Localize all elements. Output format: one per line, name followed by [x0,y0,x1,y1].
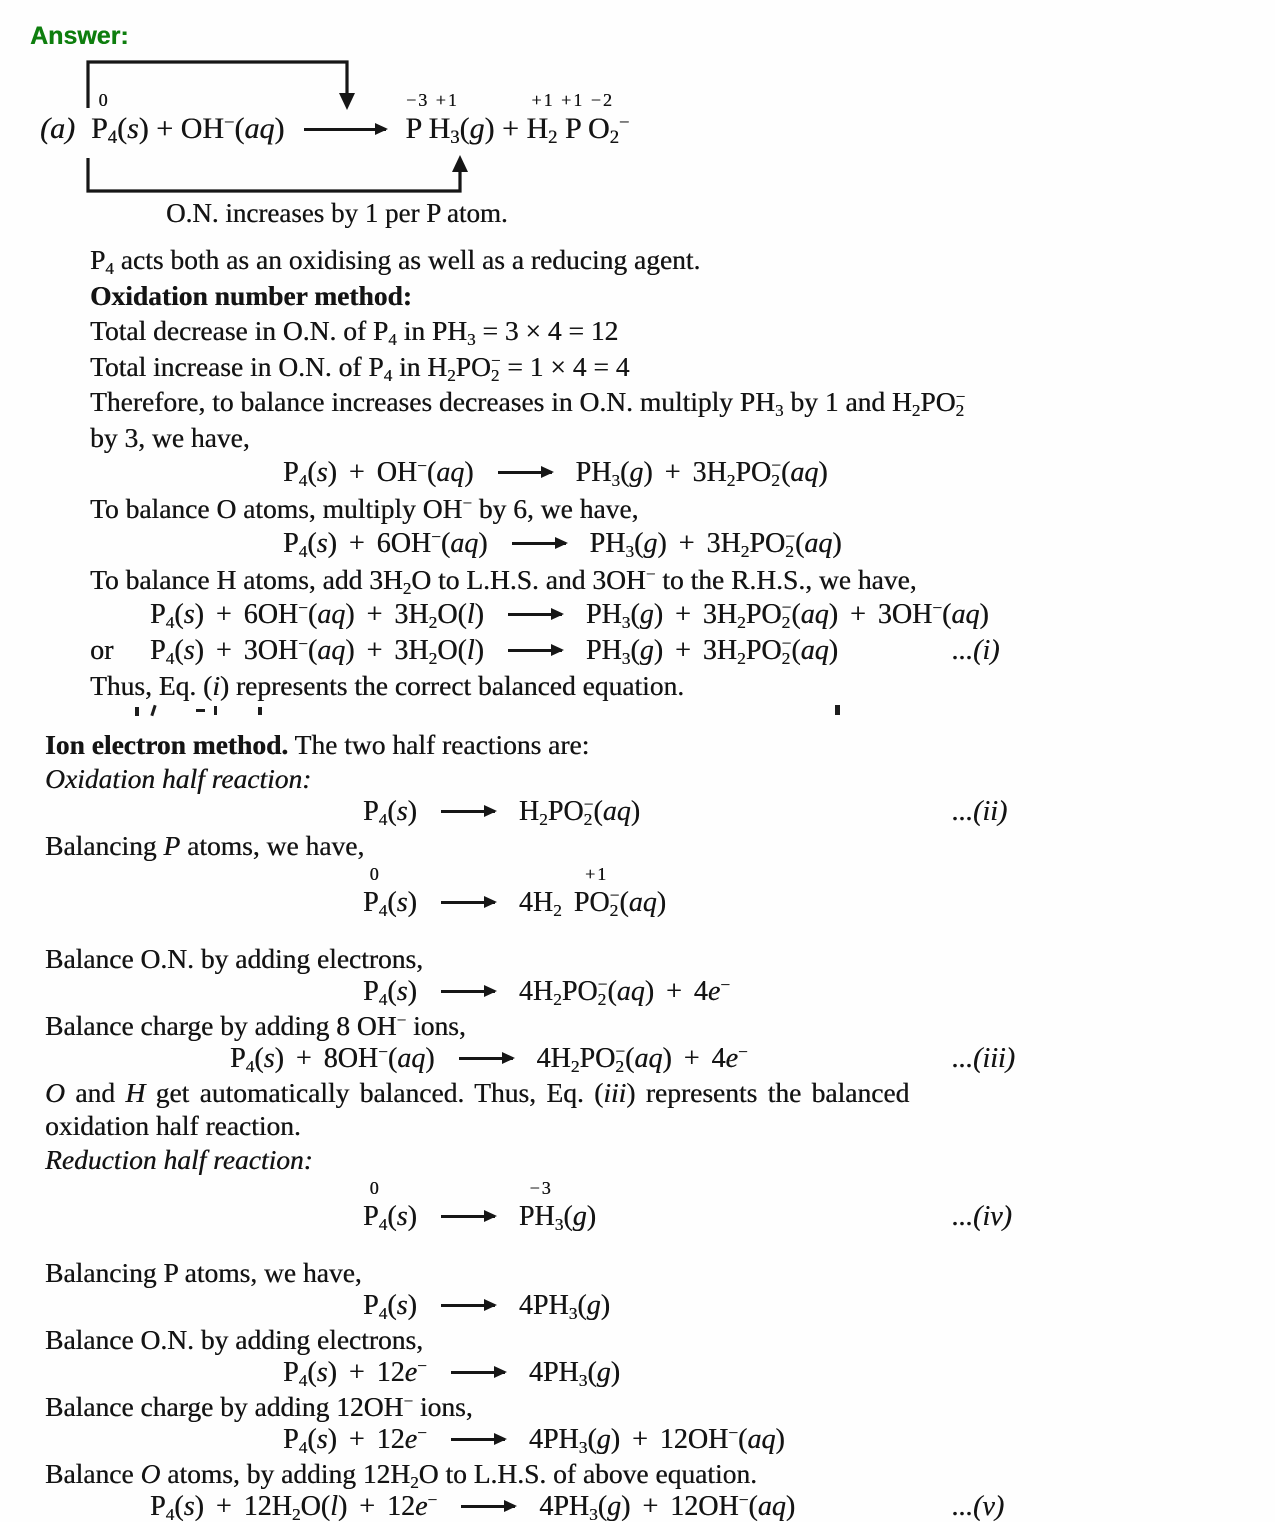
equation-number: ...(ii) [952,796,1008,827]
text-line [0,242,1275,278]
text-line [0,762,1275,796]
line-content: $P_4(s) + 12e^-$ $4PH_3(g)$ [283,1356,620,1390]
equation-line [0,633,1275,669]
text-line [0,728,1275,762]
reaction-arrow-icon [451,1371,505,1374]
text-line [0,829,1275,863]
oxidation-number-label: +1 +1 −2 [531,90,614,110]
document-body [0,242,1275,1522]
reaction-equation: 0 $P_4(s) + OH^-(aq)$ −3 +1 P $H_3(g)$ + +1 +1 −2 $H_2$ P $O_2^-$ [90,90,630,149]
text-line [0,491,1275,527]
line-content: O and H get automatically balanced. Thus, Eq. (iii) represents the balanced [45,1076,910,1108]
line-content: Ion electron method. The two half reactions are: [45,729,590,760]
text-line [0,1457,1275,1491]
text-line [0,1390,1275,1424]
text-line [0,1009,1275,1043]
reaction-arrow-icon [441,810,495,813]
line-content: Balance charge by adding 8 OH− ions, [45,1009,466,1041]
line-content: $P_4(s) + 12H_2O(l) + 12e^-$ $4PH_3(g) + 12OH^-(aq)$ [150,1490,796,1522]
line-content: Balance charge by adding 12OH− ions, [45,1390,473,1422]
oxidation-state-stack: 0 $P_4$ [90,90,117,149]
equation-line [0,1356,1275,1390]
oxidation-number-label: −3 +1 [406,90,459,110]
equation-line [0,455,1275,491]
reaction-arrow-icon [441,1304,495,1307]
reaction-arrow-icon [441,990,495,993]
answer-label: Answer: [30,22,129,50]
equation-line [0,795,1275,829]
equation-line [0,1042,1275,1076]
equation-line [0,1423,1275,1457]
line-content: Total increase in O.N. of $P_4$ in $H_2PO_2^- = 1 \times 4 = 4$ [90,350,630,385]
scan-artifact-mark [135,707,139,716]
equation-line [0,1490,1275,1522]
text-line [0,349,1275,385]
line-content: $P_4(s) + 6OH^-(aq) PH_3(g) + 3H_2PO_2^-(aq)$ [283,527,842,561]
line-content: Oxidation half reaction: [45,762,312,794]
line-content: $P_4(s) 4H_2PO_2^-(aq) + 4e^-$ [363,975,731,1009]
text-line [0,1109,1275,1143]
line-content: 0 $P_4(s)$ −3 $PH_3(g)$ [363,1178,596,1234]
oxidation-state-stack: −3 +1 P $H_3$ [405,90,460,149]
line-content: $P_4(s) + 6OH^-(aq) + 3H_2O(l) PH_3(g) + 3H_2PO_2^-(aq) + 3OH^-(aq)$ [150,598,989,632]
scan-artifact-mark [835,705,840,715]
equation-line [0,975,1275,1009]
line-content: $P_4(s) + 3OH^-(aq) + 3H_2O(l) PH_3(g) + 3H_2PO_2^-(aq)$ [150,633,838,668]
oxidation-state-stack: +1 +1 −2 $H_2$ P $O_2$ [526,90,619,149]
equation-line [0,862,1275,920]
text-line [0,1323,1275,1357]
line-content: $P_4(s) + OH^-(aq) PH_3(g) + 3H_2PO_2^-(aq)$ [283,456,828,490]
line-content: Reduction half reaction: [45,1143,313,1175]
item-label: (a) [40,112,75,145]
text-line [0,1143,1275,1177]
line-content: Oxidation number method: [90,279,412,311]
reaction-scheme-figure [0,50,780,242]
scan-artifact-mark [214,706,217,715]
line-content: Balancing P atoms, we have, [45,1256,362,1288]
oxidation-state-stack: 0 $P_4$ [363,1178,388,1234]
figure-caption: O.N. increases by 1 per P atom. [166,198,508,228]
reaction-arrow-icon [441,1215,495,1218]
equation-number: ...(iii) [952,1043,1015,1074]
line-content: Balance O.N. by adding electrons, [45,1323,424,1355]
reaction-arrow-icon [304,128,386,131]
scan-seam-artifact [0,704,1275,729]
oxidation-number-label: +1 [584,864,609,884]
line-content: $P_4(s) + 12e^-$ $4PH_3(g) + 12OH^-(aq)$ [283,1423,785,1457]
scan-artifact-mark [196,709,205,712]
reaction-arrow-icon [441,901,495,904]
line-content: Therefore, to balance increases decreases in O.N. multiply $PH_3$ by 1 and $H_2PO_2^-$ [90,386,966,420]
text-line [0,384,1275,420]
labeled-reaction-equation [40,90,630,149]
reaction-arrow-icon [461,1505,515,1508]
line-content: by 3, we have, [90,421,250,453]
text-line [0,1256,1275,1290]
equation-line [0,597,1275,633]
line-content: $P_4(s)$ $4PH_3(g)$ [363,1290,610,1323]
equation-number: ...(v) [952,1491,1005,1522]
text-line [0,1076,1275,1110]
section-ion-electron-method [0,728,1275,1522]
oxidation-state-stack: +1 $PO_2^-$ [573,864,620,920]
line-content: Balance O.N. by adding electrons, [45,942,424,974]
oxidation-state-stack: 0 $P_4$ [363,864,388,920]
reaction-arrow-icon [498,471,552,474]
equation-prefix: or [90,634,114,666]
equation-line [0,1289,1275,1323]
reaction-arrow-icon [459,1057,513,1060]
line-content: To balance O atoms, multiply OH− by 6, we have, [90,492,639,524]
oxidation-number-label: −3 [529,1178,553,1198]
reaction-arrow-icon [512,542,566,545]
scan-artifact-mark [258,707,262,715]
text-line [0,278,1275,314]
equation-number: ...(i) [952,634,1000,666]
equation-line [0,526,1275,562]
line-content: Total decrease in O.N. of $P_4$ in $PH_3 = 3 \times 4 = 12$ [90,315,619,349]
oxidation-state-stack: −3 $PH_3$ [518,1178,564,1234]
line-content: Balancing P atoms, we have, [45,829,365,861]
line-content: $P_4(s)$ $H_2PO_2^-(aq)$ [363,795,641,829]
scan-artifact-mark [150,704,156,715]
line-content: $P_4(s) + 8OH^-(aq) 4H_2PO_2^-(aq) + 4e^-$ [230,1042,748,1076]
text-line [0,942,1275,976]
reaction-arrow-icon [451,1438,505,1441]
text-line [0,420,1275,456]
line-content: oxidation half reaction. [45,1110,301,1141]
line-content: 0 $P_4(s)$ $4H_2$ +1 $PO_2^-(aq)$ [363,864,667,920]
text-line [0,313,1275,349]
equation-line [0,1176,1275,1234]
line-content: Balance O atoms, by adding $12H_2O$ to L.H.S. of above equation. [45,1457,757,1492]
text-line [0,562,1275,598]
oxidation-number-label: 0 [98,90,110,110]
line-content: $P_4$ acts both as an oxidising as well as a reducing agent. [90,244,701,278]
equation-number: ...(iv) [952,1201,1012,1232]
oxidation-number-label: 0 [369,864,381,884]
oxidation-number-label: 0 [369,1178,381,1198]
reaction-arrow-icon [508,613,562,616]
reaction-arrow-icon [508,649,562,652]
line-content: Thus, Eq. (i) represents the correct balanced equation. [90,670,685,701]
line-content: To balance H atoms, add $3H_2O$ to L.H.S. and 3OH− to the R.H.S., we have, [90,563,917,598]
section-oxidation-number-method [0,242,1275,704]
text-line [0,668,1275,704]
